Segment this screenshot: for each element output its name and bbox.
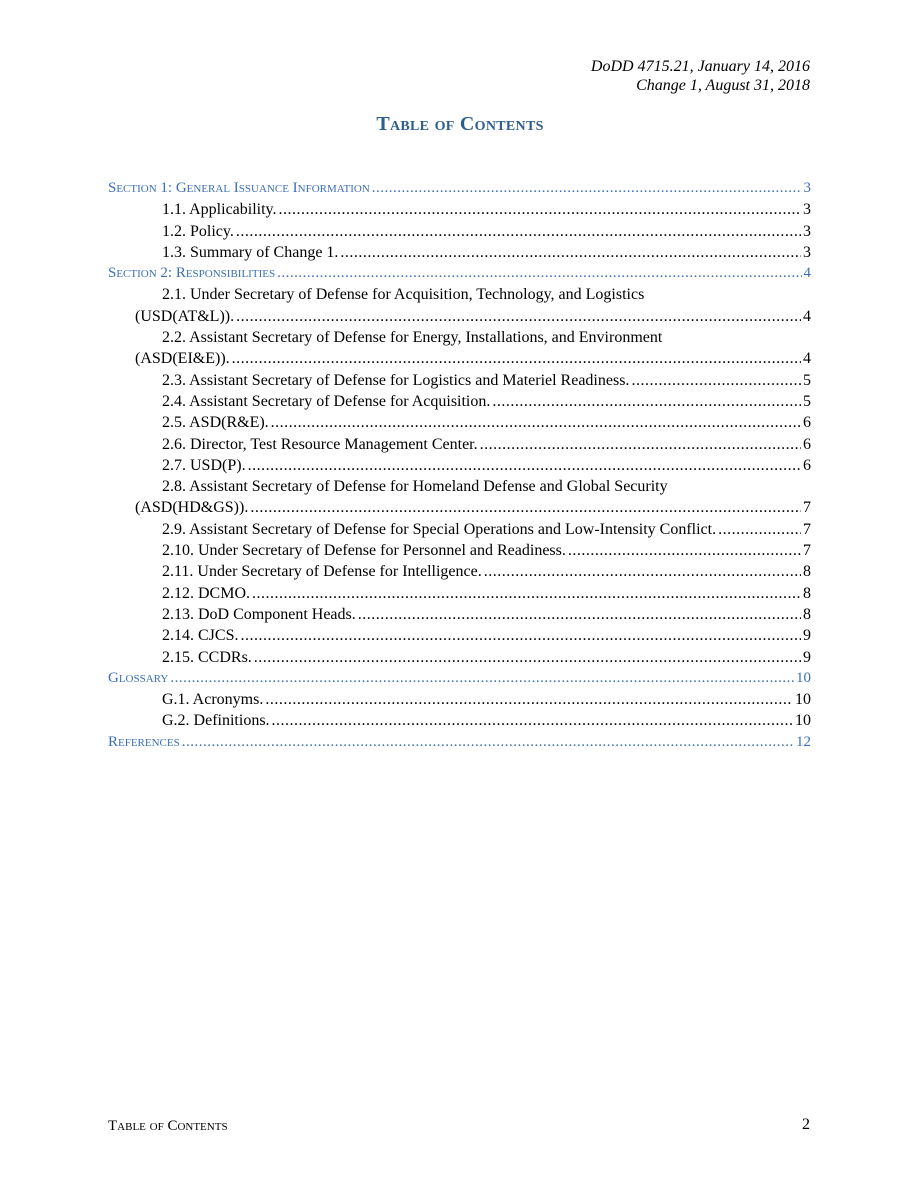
toc-page-number: 3 xyxy=(803,243,811,261)
toc-entry-text: 2.10. Under Secretary of Defense for Personnel and Readiness. xyxy=(162,542,566,560)
dot-leader xyxy=(248,455,801,476)
toc-entry-text: 2.7. USD(P). xyxy=(162,456,246,474)
toc-entry[interactable] xyxy=(108,370,811,391)
toc-entry-text: 2.3. Assistant Secretary of Defense for Logistics and Materiel Readiness. xyxy=(162,371,630,389)
toc-page-number: 6 xyxy=(803,456,811,474)
toc-entry[interactable] xyxy=(108,625,811,646)
dot-leader xyxy=(277,263,801,284)
toc-entry[interactable] xyxy=(108,434,811,455)
doc-id-header: DoDD 4715.21, January 14, 2016 xyxy=(590,58,810,75)
toc-entry-text: 1.3. Summary of Change 1. xyxy=(162,243,339,261)
dot-leader xyxy=(631,370,801,391)
dot-leader xyxy=(358,604,801,625)
dot-leader xyxy=(252,583,801,604)
toc-entry-text: G.2. Definitions. xyxy=(162,712,270,730)
toc-entry[interactable] xyxy=(108,221,811,242)
toc-section-entry[interactable] xyxy=(108,732,811,753)
toc-entry-line[interactable]: 2.1. Under Secretary of Defense for Acquisition, Technology, and Logistics xyxy=(162,286,645,304)
dot-leader xyxy=(250,497,801,518)
toc-entry[interactable] xyxy=(108,412,811,433)
dot-leader xyxy=(279,199,801,220)
toc-entry-text: References xyxy=(108,733,180,750)
toc-entry-text: Section 1: General Issuance Information xyxy=(108,180,370,196)
dot-leader xyxy=(240,625,801,646)
toc-entry[interactable] xyxy=(108,540,811,561)
toc-page-number: 3 xyxy=(803,180,811,196)
toc-page-number: 10 xyxy=(795,691,811,709)
dot-leader xyxy=(372,178,802,199)
toc-page-number: 10 xyxy=(796,669,811,686)
toc-entry-text: (ASD(EI&E)). xyxy=(135,350,230,368)
toc-section-entry[interactable] xyxy=(108,668,811,689)
toc-entry[interactable] xyxy=(108,604,811,625)
toc-page-number: 9 xyxy=(803,648,811,666)
toc-entry[interactable] xyxy=(108,710,811,731)
toc-entry[interactable] xyxy=(108,497,811,518)
table-of-contents xyxy=(108,178,811,753)
toc-page-number: 6 xyxy=(803,414,811,432)
dot-leader xyxy=(340,242,801,263)
toc-entry[interactable] xyxy=(108,306,811,327)
dot-leader xyxy=(236,221,801,242)
toc-entry-text: (USD(AT&L)). xyxy=(135,307,235,325)
dot-leader xyxy=(568,540,801,561)
dot-leader xyxy=(232,348,801,369)
toc-entry-text: Section 2: Responsibilities xyxy=(108,265,276,282)
toc-entry-text: 2.4. Assistant Secretary of Defense for Acquisition. xyxy=(162,392,491,410)
toc-page-number: 3 xyxy=(803,201,811,219)
toc-entry-text: 1.1. Applicability. xyxy=(162,201,277,219)
toc-entry-text: 2.15. CCDRs. xyxy=(162,648,252,666)
toc-entry-text: 2.12. DCMO. xyxy=(162,584,251,602)
toc-entry-text: 2.6. Director, Test Resource Management Center. xyxy=(162,435,478,453)
toc-entry-text: Glossary xyxy=(108,669,169,686)
dot-leader xyxy=(480,434,801,455)
toc-entry[interactable] xyxy=(108,689,811,710)
dot-leader xyxy=(254,647,801,668)
toc-page-number: 9 xyxy=(803,627,811,645)
toc-page-number: 8 xyxy=(803,563,811,581)
toc-page-number: 8 xyxy=(803,605,811,623)
toc-page-number: 5 xyxy=(803,392,811,410)
toc-entry[interactable] xyxy=(108,391,811,412)
toc-page-number: 7 xyxy=(803,542,811,560)
toc-page-number: 10 xyxy=(795,712,811,730)
toc-entry-line[interactable]: 2.8. Assistant Secretary of Defense for Homeland Defense and Global Security xyxy=(162,478,668,496)
footer-page-number: 2 xyxy=(802,1116,810,1133)
toc-entry[interactable] xyxy=(108,242,811,263)
toc-entry-text: (ASD(HD&GS)). xyxy=(135,499,249,517)
toc-entry-text: 2.13. DoD Component Heads. xyxy=(162,605,356,623)
toc-section-entry[interactable] xyxy=(108,263,811,284)
toc-entry-text: 2.11. Under Secretary of Defense for Intelligence. xyxy=(162,563,482,581)
toc-page-number: 4 xyxy=(803,265,811,282)
toc-entry[interactable] xyxy=(108,519,811,540)
footer-section-title: Table of Contents xyxy=(108,1118,228,1134)
toc-section-entry[interactable] xyxy=(108,178,811,199)
toc-page-number: 5 xyxy=(803,371,811,389)
dot-leader xyxy=(182,732,794,753)
toc-page-number: 3 xyxy=(803,222,811,240)
toc-page-number: 4 xyxy=(803,307,811,325)
toc-page-number: 12 xyxy=(796,733,811,750)
toc-entry-text: 2.5. ASD(R&E). xyxy=(162,414,269,432)
page-title: Table of Contents xyxy=(376,113,544,135)
dot-leader xyxy=(236,306,801,327)
toc-entry[interactable] xyxy=(108,561,811,582)
dot-leader xyxy=(484,561,801,582)
toc-entry[interactable] xyxy=(108,455,811,476)
dot-leader xyxy=(170,668,794,689)
toc-entry-text: 2.9. Assistant Secretary of Defense for Special Operations and Low-Intensity Conflict. xyxy=(162,520,717,538)
toc-page-number: 4 xyxy=(803,350,811,368)
dot-leader xyxy=(718,519,801,540)
toc-entry[interactable] xyxy=(108,647,811,668)
change-header: Change 1, August 31, 2018 xyxy=(636,77,810,94)
toc-page-number: 7 xyxy=(803,520,811,538)
toc-entry-text: 2.14. CJCS. xyxy=(162,627,239,645)
toc-page-number: 6 xyxy=(803,435,811,453)
dot-leader xyxy=(492,391,801,412)
toc-entry-text: G.1. Acronyms. xyxy=(162,691,264,709)
dot-leader xyxy=(272,710,793,731)
toc-entry[interactable] xyxy=(108,348,811,369)
toc-page-number: 8 xyxy=(803,584,811,602)
dot-leader xyxy=(271,412,801,433)
toc-entry-line[interactable]: 2.2. Assistant Secretary of Defense for Energy, Installations, and Environment xyxy=(162,329,663,347)
toc-entry[interactable] xyxy=(108,199,811,220)
toc-page-number: 7 xyxy=(803,499,811,517)
toc-entry-text: 1.2. Policy. xyxy=(162,222,234,240)
toc-entry[interactable] xyxy=(108,583,811,604)
dot-leader xyxy=(265,689,793,710)
